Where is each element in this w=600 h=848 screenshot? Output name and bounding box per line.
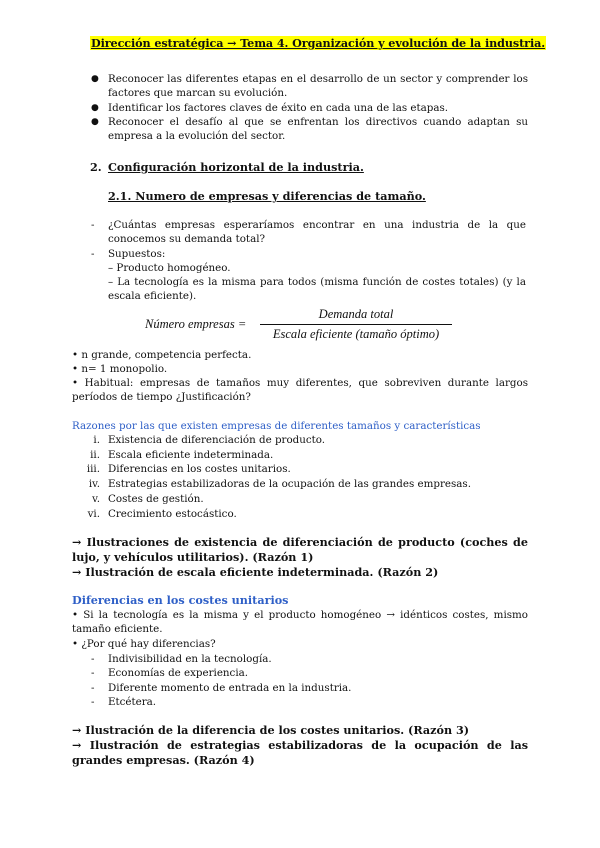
fact-line: • Habitual: empresas de tamaños muy diferentes, que sobreviven durante largos períodos de tiempo ¿Justificación? — [72, 377, 528, 403]
cost-item: Economías de experiencia. — [108, 667, 249, 679]
reason-number: ii. — [90, 449, 100, 461]
reason-number: vi. — [87, 508, 100, 520]
bullet-marker: ● — [91, 117, 99, 127]
reason-text: Diferencias en los costes unitarios. — [108, 463, 291, 475]
illustration-note: → Ilustraciones de existencia de diferenciación de producto (coches de lujo, y vehículos utilitarios). (Razón 1) — [72, 535, 528, 564]
illustration-note: → Ilustración de estrategias estabilizadoras de la ocupación de las grandes empresas. (Razón 4) — [72, 738, 528, 767]
bullet-marker: ● — [91, 74, 99, 84]
reason-number: iv. — [88, 478, 100, 490]
assumption-item: – La tecnología es la misma para todos (misma función de costes totales) (y la escala eficiente). — [108, 276, 526, 302]
dash-marker: - — [91, 682, 95, 694]
illustration-note: → Ilustración de escala eficiente indeterminada. (Razón 2) — [72, 565, 439, 579]
section-number: 2. — [90, 160, 102, 174]
fact-line: • n= 1 monopolio. — [72, 363, 168, 375]
reason-text: Estrategias estabilizadoras de la ocupación de las grandes empresas. — [108, 478, 471, 490]
costs-paragraph: • ¿Por qué hay diferencias? — [72, 638, 216, 650]
dash-marker: - — [91, 248, 95, 260]
reasons-title: Razones por las que existen empresas de diferentes tamaños y características — [72, 420, 481, 432]
dash-marker: - — [91, 653, 95, 665]
subsection-title: 2.1. Numero de empresas y diferencias de tamaño. — [108, 189, 426, 203]
reason-number: i. — [93, 434, 100, 446]
cost-item: Indivisibilidad en la tecnología. — [108, 653, 272, 665]
reason-text: Existencia de diferenciación de producto. — [108, 434, 326, 446]
reason-text: Escala eficiente indeterminada. — [108, 449, 274, 461]
fact-line: • n grande, competencia perfecta. — [72, 349, 252, 361]
objective-item: Reconocer las diferentes etapas en el desarrollo de un sector y comprender los factores que marcan su evolución. — [108, 73, 528, 99]
page-header: Dirección estratégica → Tema 4. Organización y evolución de la industria. — [91, 36, 546, 50]
cost-item: Etcétera. — [108, 696, 157, 708]
formula-lhs: Número empresas = — [145, 317, 247, 331]
objective-item: Identificar los factores claves de éxito en cada una de las etapas. — [108, 102, 449, 114]
dash-marker: - — [91, 667, 95, 679]
illustration-note: → Ilustración de la diferencia de los costes unitarios. (Razón 3) — [72, 723, 470, 737]
assumptions-label: Supuestos: — [108, 248, 166, 260]
formula-numerator: Demanda total — [318, 307, 394, 321]
reason-number: v. — [92, 493, 100, 505]
cost-item: Diferente momento de entrada en la industria. — [108, 682, 352, 694]
reason-text: Costes de gestión. — [108, 493, 204, 505]
costs-title: Diferencias en los costes unitarios — [72, 593, 289, 607]
assumption-item: – Producto homogéneo. — [108, 262, 231, 274]
dash-marker: - — [91, 219, 95, 231]
reason-number: iii. — [86, 463, 100, 475]
costs-paragraph: • Si la tecnología es la misma y el producto homogéneo → idénticos costes, mismo tamaño eficiente. — [72, 609, 528, 635]
question-text: ¿Cuántas empresas esperaríamos encontrar en una industria de la que conocemos su demanda total? — [108, 219, 526, 245]
dash-marker: - — [91, 696, 95, 708]
bullet-marker: ● — [91, 103, 99, 113]
fraction-bar — [260, 324, 452, 325]
formula-denominator: Escala eficiente (tamaño óptimo) — [272, 327, 440, 341]
objective-item: Reconocer el desafío al que se enfrentan los directivos cuando adaptan su empresa a la evolución del sector. — [108, 116, 528, 142]
reason-text: Crecimiento estocástico. — [108, 508, 237, 520]
section-title: Configuración horizontal de la industria. — [108, 160, 364, 174]
